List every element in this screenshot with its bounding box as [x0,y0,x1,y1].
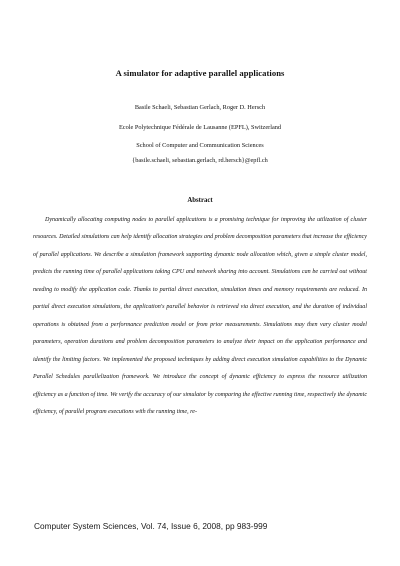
abstract-text: Dynamically allocating computing nodes to parallel applications is a promising technique for improving the utilization of cluster resources. Detailed simulations can help identify allocation strategies and problem decomposition parameters that increase the efficiency of parallel applications. We describe a simulation framework supporting dynamic node allocation which, given a simple cluster model, predicts the running time of parallel applications taking CPU and network sharing into account. Simulations can be carried out without needing to modify the application code. Thanks to partial direct execution, simulation times and memory requirements are reduced. In partial direct execution simulations, the application's parallel behavior is retrieved via direct execution, and the duration of individual operations is obtained from a performance prediction model or from prior measurements. Simulations may then vary cluster model parameters, operation durations and problem decomposition parameters to analyze their impact on the application performance and identify the limiting factors. We implemented the proposed techniques by adding direct execution simulation capabilities to the Dynamic Parallel Schedules parallelization framework. We introduce the concept of dynamic efficiency to express the resource utilization efficiency as a function of time. We verify the accuracy of our simulator by comparing the effective running time, respectively the dynamic efficiency, of parallel program executions with the running time, re- [33,217,367,415]
author-emails: {basile.schaeli, sebastian.gerlach, rd.hersch}@epfl.ch [132,157,268,164]
abstract-heading: Abstract [187,197,213,204]
publication-footer: Computer System Sciences, Vol. 74, Issue 6, 2008, pp 983-999 [34,521,268,531]
school-name: School of Computer and Communication Sciences [136,142,264,149]
paper-title: A simulator for adaptive parallel applications [115,68,285,78]
author-list: Basile Schaeli, Sebastian Gerlach, Roger D. Hersch [134,104,266,111]
affiliation: Ecole Polytechnique Fédérale de Lausanne (EPFL), Switzerland [118,124,282,131]
